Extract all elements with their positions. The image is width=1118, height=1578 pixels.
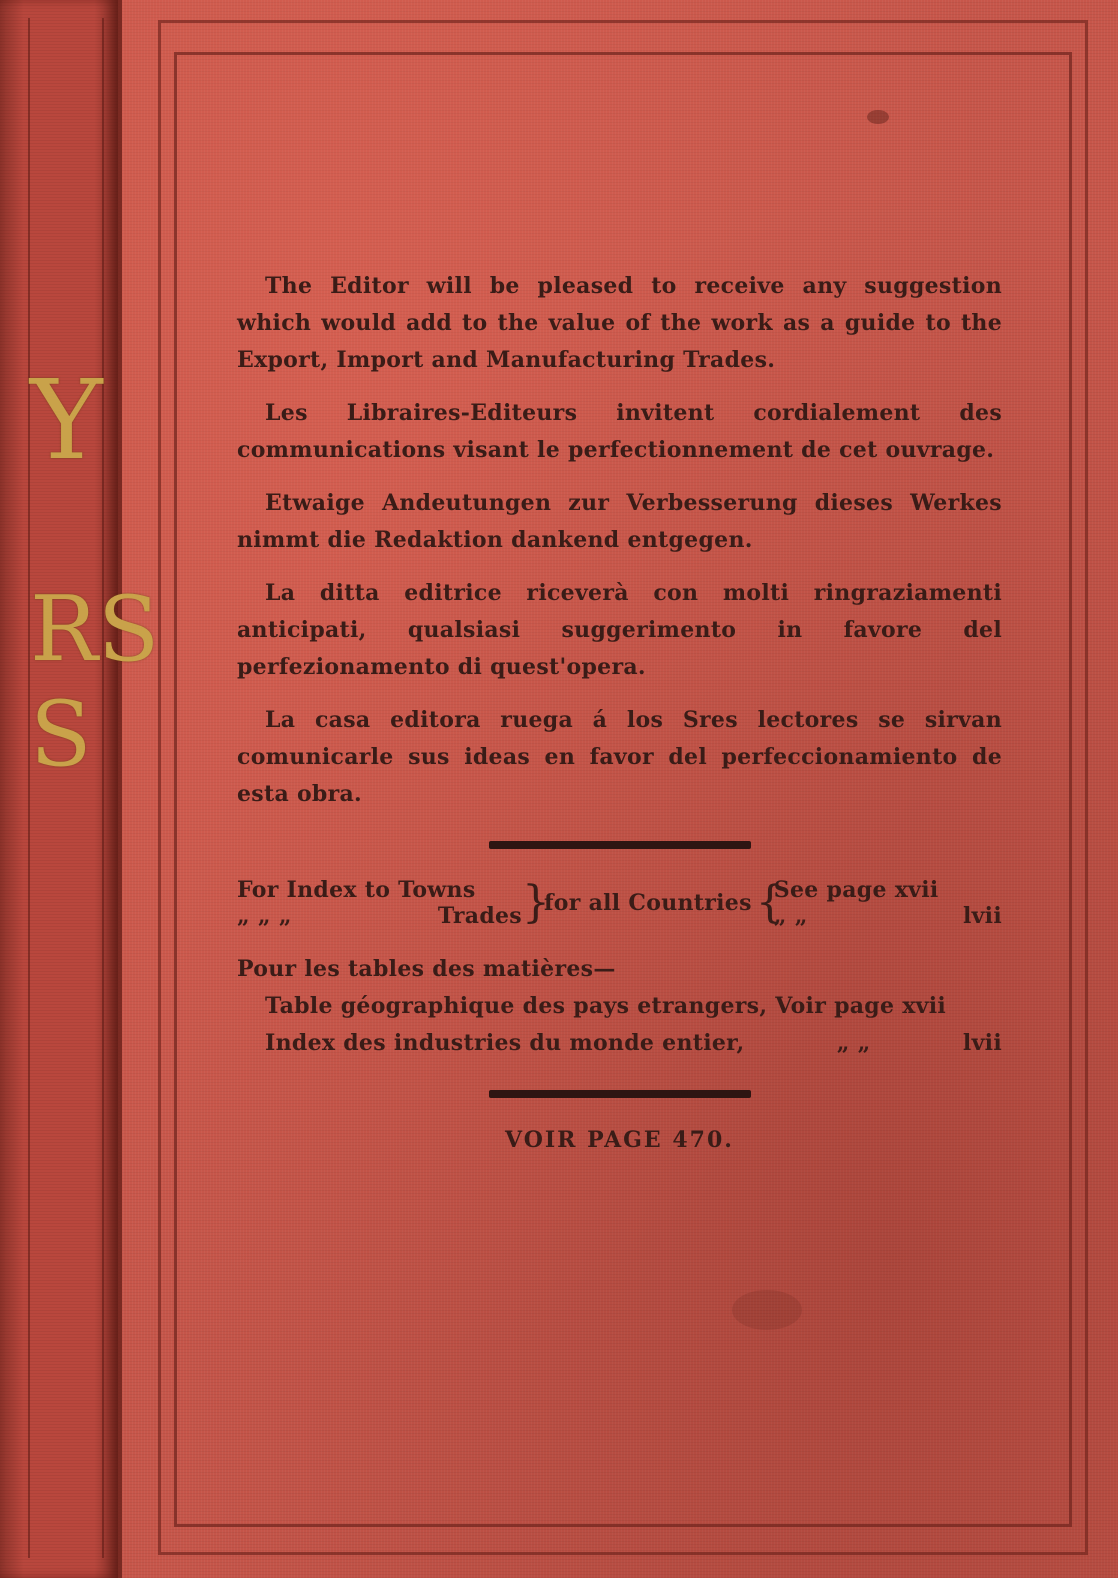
wear-mark	[732, 1290, 802, 1330]
toc-line	[237, 988, 1002, 1025]
toc-line	[237, 1025, 1002, 1062]
toc-industries: Index des industries du monde entier,	[265, 1030, 745, 1056]
index-countries-label: for all Countries	[544, 889, 752, 916]
index-page-ref: See page xvii	[773, 877, 939, 903]
brace-left: }	[522, 877, 551, 928]
spine-title-fragment: S	[30, 682, 92, 787]
book-spine	[0, 0, 160, 1578]
ditto-marks: „ „ „	[237, 903, 292, 929]
index-reference	[237, 873, 1002, 933]
notice-french: Les Libraires-Editeurs invitent cordialement des communications visant le perfectionnement de cet ouvrage.	[237, 400, 1002, 463]
ditto-marks: „ „	[836, 1030, 871, 1056]
printed-notice	[237, 268, 1002, 1159]
divider-rule	[489, 1090, 751, 1098]
spine-title-fragment: RS	[30, 577, 160, 682]
notice-italian: La ditta editrice riceverà con molti ringraziamenti anticipati, qualsiasi suggerimento in favore del perfezionamento di quest'opera.	[237, 580, 1002, 680]
spine-title-fragment: Y	[30, 356, 103, 484]
notice-spanish: La casa editora ruega á los Sres lectores se sirvan comunicarle sus ideas en favor del perfeccionamiento de esta obra.	[237, 707, 1002, 807]
index-towns-label: For Index to Towns	[237, 877, 476, 903]
wear-mark	[867, 110, 889, 124]
notice-german: Etwaige Andeutungen zur Verbesserung dieses Werkes nimmt die Redaktion dankend entgegen.	[237, 490, 1002, 553]
back-cover	[122, 0, 1118, 1578]
index-page-ref: lvii	[962, 903, 1002, 929]
index-right	[774, 877, 1002, 929]
toc-geographic: Table géographique des pays etrangers, Voir page xvii	[265, 993, 947, 1019]
toc-heading: Pour les tables des matières—	[237, 956, 616, 982]
divider-rule	[489, 841, 751, 849]
brace-right: {	[755, 877, 785, 928]
index-trades-label: Trades	[437, 903, 522, 929]
ditto-marks: „ „	[773, 903, 808, 929]
notice-english: The Editor will be pleased to receive any suggestion which would add to the value of the work as a guide to the Export, Import and Manufacturing Trades.	[237, 273, 1002, 373]
toc-page-ref: lvii	[962, 1030, 1002, 1056]
footer-page-ref: VOIR PAGE 470.	[505, 1127, 734, 1153]
spine-border	[28, 18, 104, 1558]
index-left	[237, 877, 522, 929]
